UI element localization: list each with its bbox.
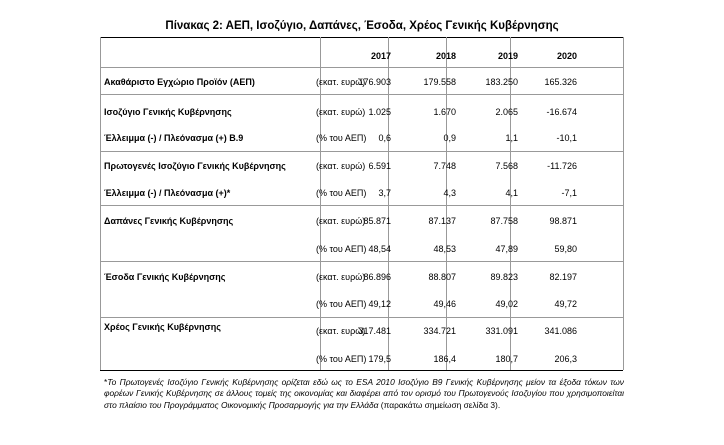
year-header: 2018 <box>435 51 456 61</box>
row-rule <box>100 261 623 262</box>
row-unit: (% του ΑΕΠ) <box>316 188 367 198</box>
value-cell: 180,7 <box>495 354 518 364</box>
row-unit: (εκατ. ευρώ) <box>316 107 366 117</box>
row-unit: (εκατ. ευρώ) <box>316 216 366 226</box>
value-cell: 6.591 <box>368 161 391 171</box>
row-label: Ισοζύγιο Γενικής Κυβέρνησης <box>104 107 232 117</box>
value-cell: 331.091 <box>485 326 518 336</box>
value-cell: -7,1 <box>561 188 577 198</box>
row-unit: (εκατ. ευρώ) <box>316 161 366 171</box>
value-cell: 1.025 <box>368 107 391 117</box>
footnote <box>104 377 624 411</box>
value-cell: 88.807 <box>428 272 456 282</box>
row-unit: (εκατ. ευρώ) <box>316 77 366 87</box>
value-cell: 49,12 <box>368 299 391 309</box>
value-cell: 48,54 <box>368 244 391 254</box>
value-cell: 186,4 <box>433 354 456 364</box>
value-cell: 341.086 <box>544 326 577 336</box>
footnote-reference: (παρακάτω σημείωση σελίδα 3). <box>378 399 501 410</box>
row-rule <box>100 317 623 318</box>
value-cell: 98.871 <box>549 216 577 226</box>
row-unit: (εκατ. ευρώ) <box>316 326 366 336</box>
row-label: Πρωτογενές Ισοζύγιο Γενικής Κυβέρνησης <box>104 161 286 171</box>
row-label: Ακαθάριστο Εγχώριο Προϊόν (ΑΕΠ) <box>104 77 255 87</box>
value-cell: 334.721 <box>423 326 456 336</box>
row-label: Χρέος Γενικής Κυβέρνησης <box>104 322 221 332</box>
value-cell: 4,1 <box>505 188 518 198</box>
row-label: Έλλειμμα (-) / Πλεόνασμα (+)* <box>104 188 231 198</box>
value-cell: 49,72 <box>554 299 577 309</box>
value-cell: 3,7 <box>378 188 391 198</box>
value-cell: 1,1 <box>505 133 518 143</box>
header-rule <box>100 67 623 68</box>
row-label: Έλλειμμα (-) / Πλεόνασμα (+) B.9 <box>104 133 244 143</box>
value-cell: 49,02 <box>495 299 518 309</box>
value-cell: 1.670 <box>433 107 456 117</box>
value-cell: -10,1 <box>556 133 577 143</box>
value-cell: 0,6 <box>378 133 391 143</box>
table-left-rule <box>100 37 101 370</box>
value-cell: 7.568 <box>495 161 518 171</box>
value-cell: 89.823 <box>490 272 518 282</box>
value-cell: 87.137 <box>428 216 456 226</box>
row-unit: (% του ΑΕΠ) <box>316 299 367 309</box>
row-label: Έσοδα Γενικής Κυβέρνησης <box>104 272 226 282</box>
value-cell: 49,46 <box>433 299 456 309</box>
table-title: Πίνακας 2: ΑΕΠ, Ισοζύγιο, Δαπάνες, Έσοδα, Χρέος Γενικής Κυβέρνησης <box>165 20 559 32</box>
value-cell: 48,53 <box>433 244 456 254</box>
table-top-rule <box>100 37 623 38</box>
row-label: Δαπάνες Γενικής Κυβέρνησης <box>104 216 234 226</box>
value-cell: 206,3 <box>554 354 577 364</box>
value-cell: -16.674 <box>546 107 577 117</box>
footnote-marker: * <box>104 377 108 387</box>
year-header: 2017 <box>370 51 391 61</box>
table-right-rule <box>623 37 624 370</box>
row-unit: (εκατ. ευρώ) <box>316 272 366 282</box>
value-cell: 165.326 <box>544 77 577 87</box>
year-header: 2019 <box>497 51 518 61</box>
row-rule <box>100 205 623 206</box>
table-bottom-rule <box>100 370 623 371</box>
row-unit: (% του ΑΕΠ) <box>316 244 367 254</box>
value-cell: 183.250 <box>485 77 518 87</box>
value-cell: 86.896 <box>363 272 391 282</box>
row-rule <box>100 94 623 95</box>
value-cell: 317.481 <box>358 326 391 336</box>
value-cell: 0,9 <box>443 133 456 143</box>
row-unit: (% του ΑΕΠ) <box>316 133 367 143</box>
value-cell: 85.871 <box>363 216 391 226</box>
value-cell: 179.558 <box>423 77 456 87</box>
value-cell: 176.903 <box>358 77 391 87</box>
value-cell: 179,5 <box>368 354 391 364</box>
footnote-text: Το Πρωτογενές Ισοζύγιο Γενικής Κυβέρνησης ορίζεται εδώ ως το ESA 2010 Ισοζύγιο B9 Γενικής Κυβέρνησης μείον τα έξοδα τόκων των φορέων Γενικής Κυβέρνησης σε άλλους τομείς της οικονομίας και διαφέρει από τον ορισμό του Πρωτογενούς Ισοζυγίου που χρησιμοποιείται στο πλαίσιο του Προγράμματος Οικονομικής Προσαρμογής για την Ελλάδα <box>104 377 624 410</box>
value-cell: -11.726 <box>547 161 577 171</box>
value-cell: 59,80 <box>554 244 577 254</box>
value-cell: 4,3 <box>443 188 456 198</box>
row-unit: (% του ΑΕΠ) <box>316 354 367 364</box>
value-cell: 47,89 <box>495 244 518 254</box>
value-cell: 2.065 <box>495 107 518 117</box>
year-header: 2020 <box>556 51 577 61</box>
value-cell: 87.758 <box>490 216 518 226</box>
row-rule <box>100 151 623 152</box>
value-cell: 7.748 <box>433 161 456 171</box>
value-cell: 82.197 <box>549 272 577 282</box>
